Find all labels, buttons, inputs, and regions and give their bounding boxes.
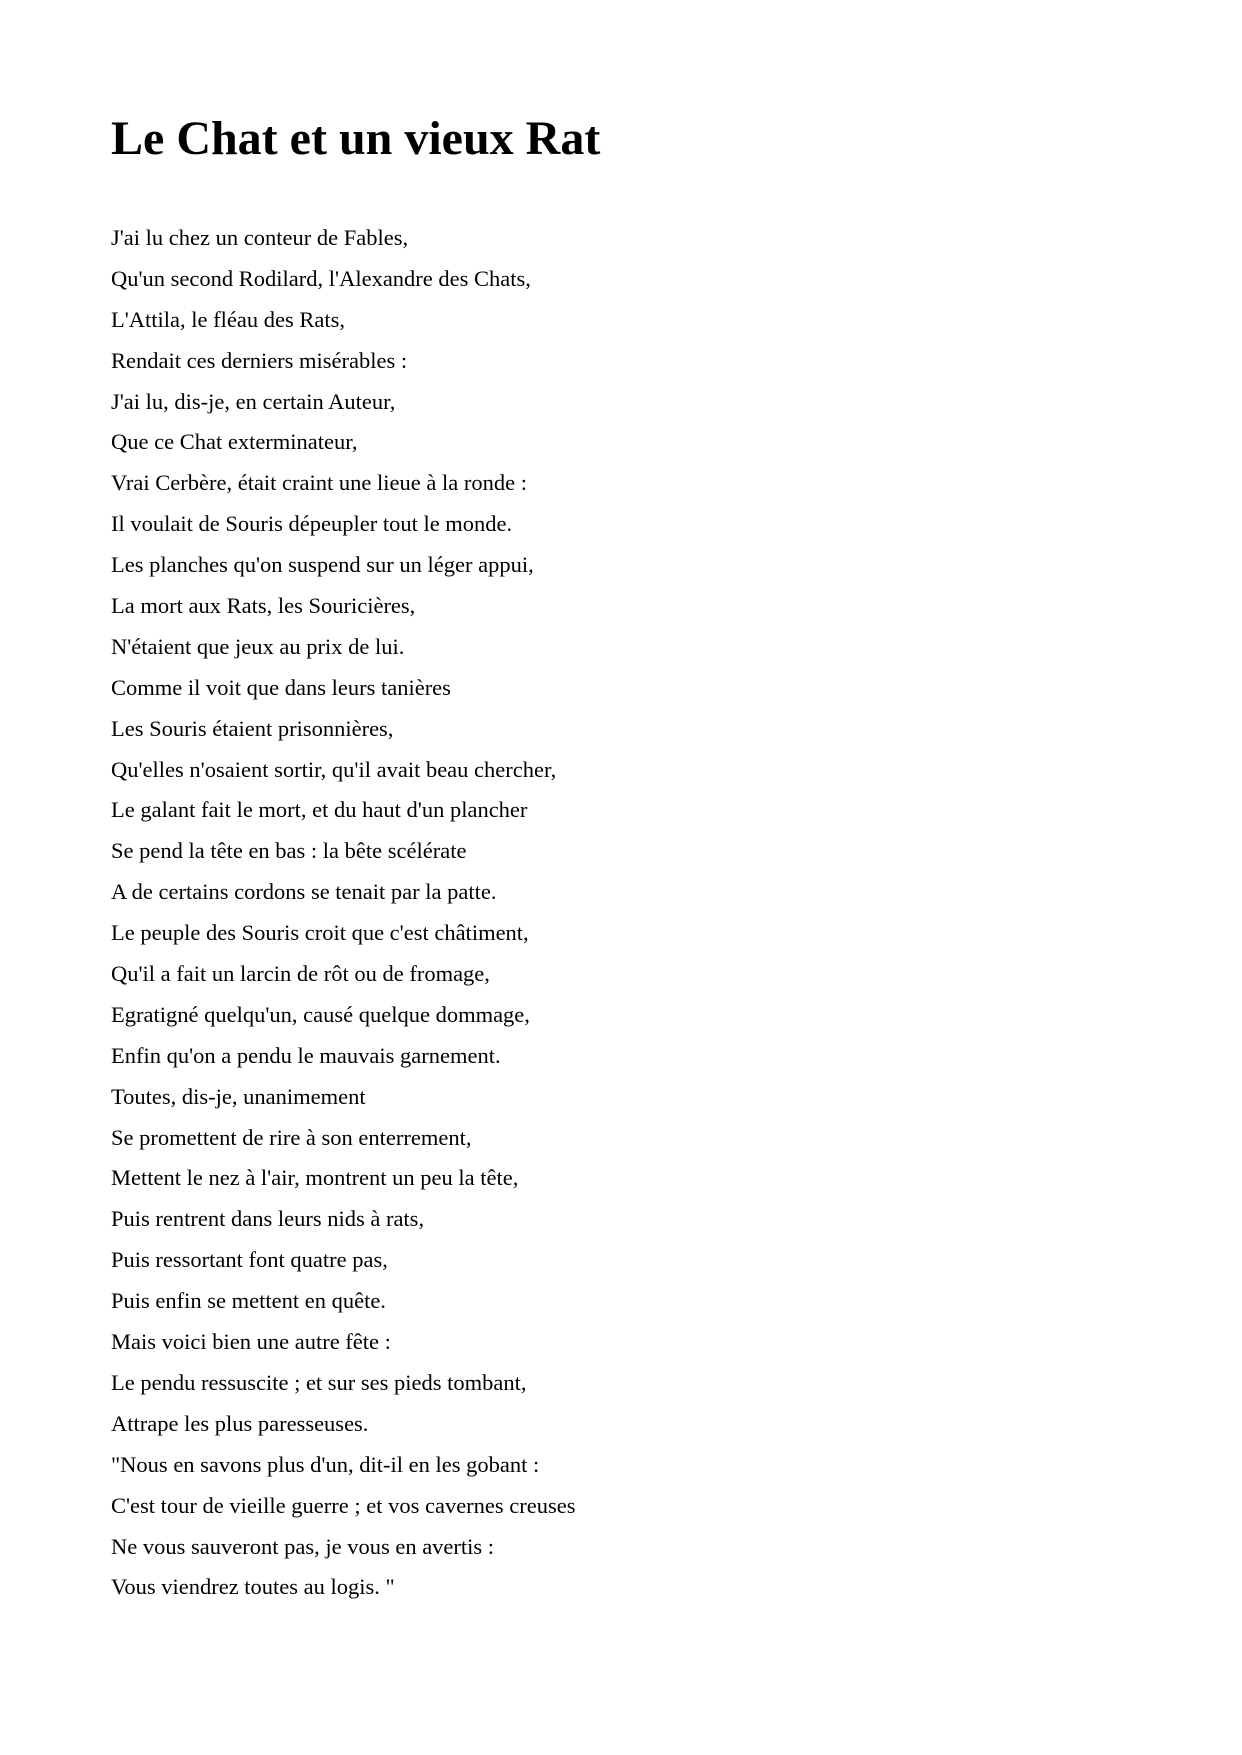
poem-verse-line: Qu'un second Rodilard, l'Alexandre des Chats, <box>111 265 531 291</box>
poem-verse-line: J'ai lu, dis-je, en certain Auteur, <box>111 388 396 414</box>
poem-verse-line: Se promettent de rire à son enterrement, <box>111 1124 472 1150</box>
poem-verse-line: Puis enfin se mettent en quête. <box>111 1288 386 1314</box>
poem-title: Le Chat et un vieux Rat <box>111 112 601 165</box>
poem-verse-line: J'ai lu chez un conteur de Fables, <box>111 225 409 250</box>
poem-verse-line: Le peuple des Souris croit que c'est châtiment, <box>111 920 529 946</box>
poem-verse-line: N'étaient que jeux au prix de lui. <box>111 633 405 659</box>
poem-verse-line: Mais voici bien une autre fête : <box>111 1329 391 1355</box>
poem-verse-line: Se pend la tête en bas : la bête scélérate <box>111 838 467 864</box>
poem-verse-line: Rendait ces derniers misérables : <box>111 347 408 373</box>
poem-verse-line: Les planches qu'on suspend sur un léger appui, <box>111 552 534 578</box>
poem-verse-line: "Nous en savons plus d'un, dit-il en les gobant : <box>111 1451 540 1477</box>
poem-verse-line: Que ce Chat exterminateur, <box>111 429 358 455</box>
poem-verse-line: L'Attila, le fléau des Rats, <box>111 306 345 332</box>
poem-verse-line: Il voulait de Souris dépeupler tout le monde. <box>111 511 513 537</box>
poem-verse-line: Le galant fait le mort, et du haut d'un plancher <box>111 797 528 823</box>
poem-verse-line: Puis rentrent dans leurs nids à rats, <box>111 1206 425 1232</box>
poem-verse-line: Attrape les plus paresseuses. <box>111 1410 369 1436</box>
poem-verse-line: Ne vous sauveront pas, je vous en avertis : <box>111 1533 495 1559</box>
poem-verse-line: Vrai Cerbère, était craint une lieue à la ronde : <box>111 470 527 496</box>
poem-verse-line: Comme il voit que dans leurs tanières <box>111 674 451 700</box>
poem-verse-line: Les Souris étaient prisonnières, <box>111 715 394 741</box>
poem-verse-line: Enfin qu'on a pendu le mauvais garnement. <box>111 1042 501 1068</box>
poem-verse-line: Qu'il a fait un larcin de rôt ou de fromage, <box>111 961 490 987</box>
poem-body <box>111 218 576 1608</box>
poem-verse-line: Vous viendrez toutes au logis. " <box>111 1574 395 1600</box>
poem-verse-line: La mort aux Rats, les Souricières, <box>111 593 416 619</box>
poem-verse-line: Qu'elles n'osaient sortir, qu'il avait beau chercher, <box>111 756 557 782</box>
poem-verse-line: C'est tour de vieille guerre ; et vos cavernes creuses <box>111 1492 576 1518</box>
poem-verse-line: Le pendu ressuscite ; et sur ses pieds tombant, <box>111 1369 527 1395</box>
poem-verse-line: Puis ressortant font quatre pas, <box>111 1247 388 1273</box>
poem-verse-line: Mettent le nez à l'air, montrent un peu la tête, <box>111 1165 519 1191</box>
poem-verse-line: Toutes, dis-je, unanimement <box>111 1083 366 1109</box>
poem-verse-line: A de certains cordons se tenait par la patte. <box>111 879 497 905</box>
poem-verse-line: Egratigné quelqu'un, causé quelque dommage, <box>111 1001 530 1027</box>
